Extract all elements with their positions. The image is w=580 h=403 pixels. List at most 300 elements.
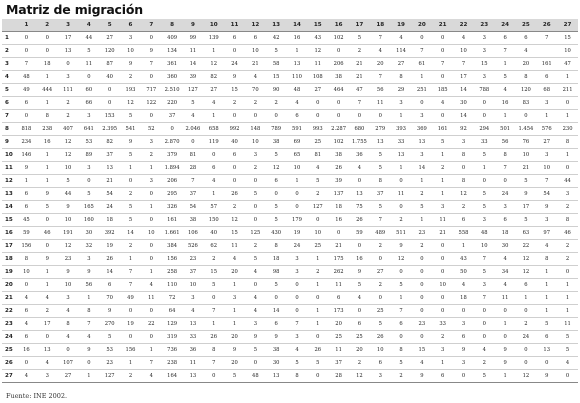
table-cell: 0 [357, 243, 362, 249]
table-cell: 3 [399, 100, 403, 106]
table-cell: 0 [149, 74, 153, 80]
row-header: 3 [5, 61, 9, 67]
table-cell: 6 [503, 35, 507, 41]
table-cell: 5 [565, 334, 570, 340]
table-cell: 0 [24, 48, 29, 54]
table-cell: 9 [45, 256, 49, 262]
table-cell: 0 [295, 191, 299, 197]
table-cell: 120 [104, 48, 115, 54]
table-cell: 1 [45, 178, 49, 184]
table-cell: 5 [482, 204, 486, 210]
table-cell: 0 [420, 35, 424, 41]
table-cell: 0 [482, 334, 486, 340]
table-cell: 119 [208, 139, 219, 145]
table-cell: 10 [252, 139, 259, 145]
table-cell: 5 [87, 191, 91, 197]
table-cell: 4 [212, 100, 216, 106]
table-cell: 5 [274, 217, 278, 223]
table-cell: 8 [87, 308, 91, 314]
table-cell: 9 [128, 61, 133, 67]
table-cell: 658 [208, 126, 219, 132]
table-cell: 13 [418, 139, 426, 145]
table-cell: 3 [45, 373, 49, 379]
table-cell: 1 [399, 113, 403, 119]
row-header: 14 [5, 204, 13, 210]
table-cell: 114 [396, 48, 406, 54]
table-cell: 11 [231, 243, 238, 249]
table-cell: 8 [378, 178, 382, 184]
table-cell: 262 [333, 269, 344, 275]
table-row [2, 32, 578, 45]
table-cell: 5 [316, 178, 320, 184]
table-cell: 53 [85, 139, 93, 145]
table-cell: 9 [149, 48, 153, 54]
table-cell: 17 [43, 321, 51, 327]
table-cell: 0 [212, 152, 216, 158]
table-cell: 134 [167, 48, 178, 54]
table-cell: 43 [314, 35, 322, 41]
table-cell: 11 [564, 321, 571, 327]
column-header: 16 [328, 19, 349, 32]
row-header: 16 [5, 230, 13, 236]
table-cell: 5 [378, 204, 382, 210]
table-cell: 26 [210, 334, 218, 340]
table-cell: 27 [314, 87, 322, 93]
table-cell: 4 [253, 295, 257, 301]
table-cell: 63 [522, 230, 530, 236]
table-cell: 0 [420, 256, 424, 262]
table-cell: 15 [231, 230, 238, 236]
table-cell: 24 [106, 204, 113, 210]
table-cell: 10 [439, 282, 446, 288]
table-cell: 4 [253, 269, 257, 275]
table-cell: 20 [522, 61, 530, 67]
table-cell: 8 [399, 347, 403, 353]
row-header: 26 [5, 360, 13, 366]
table-cell: 0 [441, 269, 445, 275]
table-cell: 1 [545, 269, 549, 275]
table-cell: 0 [420, 295, 424, 301]
table-cell: 2 [274, 100, 278, 106]
table-cell: 8 [503, 152, 507, 158]
table-cell: 8 [274, 243, 278, 249]
table-cell: 2.287 [331, 126, 347, 132]
table-cell: 0 [24, 360, 29, 366]
table-cell: 3 [461, 139, 466, 145]
table-cell: 6 [232, 35, 237, 41]
column-header: 7 [141, 19, 162, 32]
table-cell: 37 [189, 191, 197, 197]
table-cell: 13 [397, 152, 405, 158]
table-row [2, 162, 578, 175]
table-cell: 1 [149, 269, 153, 275]
table-cell: 0 [45, 217, 49, 223]
table-cell: 161 [167, 217, 178, 223]
table-cell: 7 [295, 321, 299, 327]
table-cell: 558 [458, 230, 469, 236]
table-cell: 3 [295, 256, 299, 262]
table-cell: 81 [189, 152, 197, 158]
table-cell: 4 [149, 373, 153, 379]
table-cell: 0 [524, 347, 528, 353]
table-cell: 1 [295, 48, 299, 54]
table-cell: 4 [191, 113, 195, 119]
table-cell: 1 [232, 321, 237, 327]
table-cell: 251 [416, 87, 427, 93]
column-header: 22 [453, 19, 474, 32]
table-cell: 5 [66, 178, 70, 184]
table-cell: 4 [503, 282, 507, 288]
table-cell: 18 [43, 61, 51, 67]
table-cell: 0 [45, 243, 49, 249]
table-cell: 10 [23, 269, 30, 275]
table-cell: 65 [293, 152, 301, 158]
table-cell: 5 [399, 360, 403, 366]
table-cell: 15 [418, 347, 426, 353]
table-cell: 11 [439, 217, 446, 223]
row-header: 2 [5, 48, 9, 54]
table-cell: 0 [357, 113, 362, 119]
table-cell: 39 [189, 74, 197, 80]
row-header: 4 [5, 74, 9, 80]
table-cell: 127 [187, 87, 198, 93]
table-cell: 3 [482, 282, 486, 288]
table-cell: 295 [167, 191, 178, 197]
table-cell: 8 [565, 139, 570, 145]
table-cell: 6 [378, 360, 382, 366]
row-header: 6 [5, 100, 9, 106]
table-cell: 0 [524, 308, 528, 314]
table-cell: 108 [312, 74, 323, 80]
table-cell: 1 [399, 165, 403, 171]
table-cell: 7 [128, 282, 133, 288]
table-cell: 9 [503, 360, 507, 366]
table-cell: 6 [503, 217, 507, 223]
table-cell: 0 [149, 308, 153, 314]
table-cell: 1 [420, 178, 424, 184]
table-cell: 680 [354, 126, 365, 132]
table-cell: 0 [316, 113, 320, 119]
table-cell: 13 [356, 191, 363, 197]
table-cell: 20 [231, 360, 238, 366]
column-header: 2 [37, 19, 58, 32]
table-row [2, 227, 578, 240]
table-cell: 0 [45, 48, 49, 54]
table-cell: 61 [418, 61, 426, 67]
table-cell: 127 [312, 204, 323, 210]
table-cell: 4 [420, 360, 424, 366]
table-cell: 17 [64, 35, 72, 41]
table-cell [536, 45, 557, 58]
table-cell: 1 [565, 295, 570, 301]
table-cell: 0 [482, 100, 486, 106]
table-cell: 234 [21, 139, 32, 145]
table-cell: 5 [482, 191, 486, 197]
table-cell: 10 [64, 217, 72, 223]
table-cell: 18 [460, 295, 467, 301]
table-cell: 44 [564, 178, 571, 184]
table-cell: 0 [336, 113, 341, 119]
table-cell: 4 [565, 360, 570, 366]
table-cell: 54 [106, 191, 113, 197]
table-cell: 992 [229, 126, 240, 132]
table-cell: 1 [503, 321, 507, 327]
table-cell: 15 [564, 35, 571, 41]
table-cell: 26 [314, 347, 322, 353]
table-cell: 3 [545, 100, 549, 106]
table-cell: 1 [441, 178, 445, 184]
table-cell: 641 [83, 126, 94, 132]
table-cell: 30 [501, 243, 509, 249]
table-cell: 6 [274, 178, 278, 184]
table-row [2, 71, 578, 84]
table-row [2, 45, 578, 58]
table-cell: 4 [45, 295, 49, 301]
table-cell: 10 [64, 165, 72, 171]
table-cell: 32 [85, 243, 93, 249]
table-cell: 110 [292, 74, 302, 80]
table-cell: 153 [104, 113, 115, 119]
table-cell: 5 [87, 48, 91, 54]
table-cell: 5 [128, 113, 133, 119]
table-cell: 18 [272, 256, 280, 262]
table-cell: 21 [356, 61, 363, 67]
table-cell: 2 [232, 204, 237, 210]
table-cell: 526 [187, 243, 198, 249]
table-cell: 8 [24, 256, 29, 262]
table-cell: 0 [149, 113, 153, 119]
table-cell: 1 [87, 295, 91, 301]
table-cell: 120 [520, 87, 531, 93]
table-cell: 21 [252, 61, 259, 67]
row-header: 20 [5, 282, 13, 288]
table-cell: 5 [399, 282, 403, 288]
table-cell: 11 [335, 347, 342, 353]
table-cell: 156 [167, 256, 178, 262]
table-cell: 7 [482, 256, 486, 262]
table-cell: 0 [420, 282, 424, 288]
table-cell: 1 [545, 282, 549, 288]
table-cell: 2 [128, 191, 133, 197]
table-cell: 220 [167, 100, 178, 106]
row-header: 10 [5, 152, 13, 158]
table-cell: 8 [295, 373, 299, 379]
table-cell: 139 [208, 35, 219, 41]
table-cell: 4 [232, 256, 237, 262]
table-cell: 9 [420, 373, 424, 379]
table-cell: 9 [524, 191, 528, 197]
table-cell: 2 [441, 165, 445, 171]
column-header: 3 [58, 19, 79, 32]
table-cell: 0 [66, 61, 70, 67]
table-cell: 0 [108, 100, 112, 106]
table-cell: 98 [272, 269, 280, 275]
table-cell: 3 [253, 152, 257, 158]
table-cell: 15 [231, 87, 238, 93]
column-header: 1 [16, 19, 37, 32]
table-cell: 106 [187, 230, 198, 236]
table-cell: 6 [441, 373, 445, 379]
table-cell: 26 [335, 165, 342, 171]
table-cell: 0 [316, 217, 320, 223]
table-cell: 993 [312, 126, 323, 132]
table-cell: 7 [128, 269, 133, 275]
table-cell: 1 [232, 308, 237, 314]
row-header: 1 [5, 35, 9, 41]
table-cell: 2 [253, 165, 257, 171]
table-cell: 464 [333, 87, 344, 93]
table-cell: 2 [232, 100, 237, 106]
table-cell: 25 [314, 243, 322, 249]
table-cell: 0 [316, 334, 320, 340]
table-cell: 7 [212, 308, 216, 314]
table-cell: 1 [149, 204, 153, 210]
table-cell: 57 [210, 204, 218, 210]
table-cell: 0 [461, 165, 466, 171]
table-cell: 1 [45, 74, 49, 80]
table-cell: 46 [564, 230, 571, 236]
table-cell: 43 [460, 256, 467, 262]
table-row [2, 331, 578, 344]
table-cell: 25 [356, 334, 363, 340]
table-cell: 5 [45, 204, 49, 210]
table-cell: 1 [212, 48, 216, 54]
table-cell: 1.661 [164, 230, 180, 236]
table-cell: 0 [274, 191, 278, 197]
table-cell: 0 [87, 74, 91, 80]
table-cell: 40 [106, 74, 113, 80]
table-cell: 15 [210, 269, 218, 275]
table-cell: 3 [128, 35, 133, 41]
table-cell: 1 [565, 308, 570, 314]
table-cell: 0 [399, 178, 403, 184]
table-row [2, 84, 578, 97]
table-cell: 2 [66, 100, 70, 106]
table-cell: 7 [545, 178, 549, 184]
table-cell: 4 [66, 308, 70, 314]
table-cell: 179 [292, 217, 302, 223]
table-cell: 0 [149, 256, 153, 262]
table-cell: 83 [522, 100, 530, 106]
column-header: 25 [516, 19, 537, 32]
table-cell: 2 [461, 204, 466, 210]
table-cell: 1 [45, 282, 49, 288]
table-cell: 0 [253, 217, 257, 223]
table-cell: 1 [441, 360, 445, 366]
table-cell: 409 [167, 35, 178, 41]
table-cell: 6 [524, 35, 528, 41]
table-cell: 48 [23, 74, 30, 80]
table-cell: 6 [212, 165, 216, 171]
table-cell: 20 [335, 321, 342, 327]
column-header: 5 [99, 19, 120, 32]
table-cell: 0 [24, 35, 29, 41]
table-cell: 3 [232, 295, 237, 301]
table-cell: 3 [378, 373, 382, 379]
table-cell: 9 [232, 347, 237, 353]
table-cell: 40 [210, 230, 218, 236]
table-cell: 392 [104, 230, 115, 236]
table-cell: 38 [335, 74, 342, 80]
table-cell: 92 [460, 126, 467, 132]
table-row [2, 136, 578, 149]
table-cell: 3 [295, 269, 299, 275]
row-header: 18 [5, 256, 13, 262]
table-cell: 6 [274, 321, 278, 327]
table-cell: 1 [503, 113, 507, 119]
table-cell: 9 [399, 243, 403, 249]
table-cell: 13 [64, 48, 72, 54]
table-cell: 14 [460, 87, 467, 93]
table-cell: 3 [191, 295, 195, 301]
table-cell: 8 [524, 74, 528, 80]
table-cell: 12 [127, 100, 134, 106]
table-cell: 13 [272, 373, 280, 379]
table-cell: 9 [24, 165, 29, 171]
table-cell: 14 [460, 113, 467, 119]
table-cell: 541 [125, 126, 136, 132]
table-cell: 0 [565, 269, 570, 275]
table-cell: 7 [482, 295, 486, 301]
table-cell: 23 [64, 256, 72, 262]
table-cell: 20 [376, 61, 384, 67]
table-cell: 4 [545, 243, 549, 249]
table-cell: 2 [357, 48, 362, 54]
table-cell: 789 [271, 126, 282, 132]
table-cell: 1 [545, 308, 549, 314]
table-cell: 72 [168, 295, 176, 301]
table-cell: 9 [232, 74, 237, 80]
table-cell: 5 [524, 217, 528, 223]
table-cell: 407 [63, 126, 73, 132]
table-cell: 5 [274, 204, 278, 210]
table-cell: 788 [479, 87, 490, 93]
table-cell: 12 [210, 61, 218, 67]
table-cell: 24 [231, 61, 238, 67]
table-cell: 4 [295, 347, 299, 353]
table-cell: 18 [106, 217, 113, 223]
row-header: 23 [5, 321, 13, 327]
table-cell: 16 [43, 139, 51, 145]
table-cell: 23 [418, 230, 426, 236]
table-row [2, 279, 578, 292]
table-cell: 3 [420, 113, 424, 119]
table-cell: 3 [441, 347, 445, 353]
row-header: 17 [5, 243, 13, 249]
row-header: 25 [5, 347, 13, 353]
table-cell: 10 [252, 48, 259, 54]
table-row [2, 253, 578, 266]
table-cell: 23 [189, 256, 197, 262]
table-cell: 36 [356, 152, 363, 158]
table-cell: 4 [461, 35, 466, 41]
table-cell: 42 [272, 35, 280, 41]
table-cell: 0 [45, 334, 49, 340]
table-cell: 0 [441, 308, 445, 314]
table-cell: 30 [85, 230, 93, 236]
table-cell: 8 [66, 321, 70, 327]
table-cell: 2 [212, 256, 216, 262]
table-cell: 12 [64, 243, 72, 249]
table-cell: 16 [356, 256, 363, 262]
table-cell: 82 [210, 74, 218, 80]
table-cell: 4 [482, 347, 486, 353]
table-cell: 0 [170, 126, 174, 132]
table-cell: 0 [441, 243, 445, 249]
table-cell: 5 [482, 152, 486, 158]
table-cell: 2 [565, 243, 570, 249]
table-cell: 5 [357, 35, 362, 41]
